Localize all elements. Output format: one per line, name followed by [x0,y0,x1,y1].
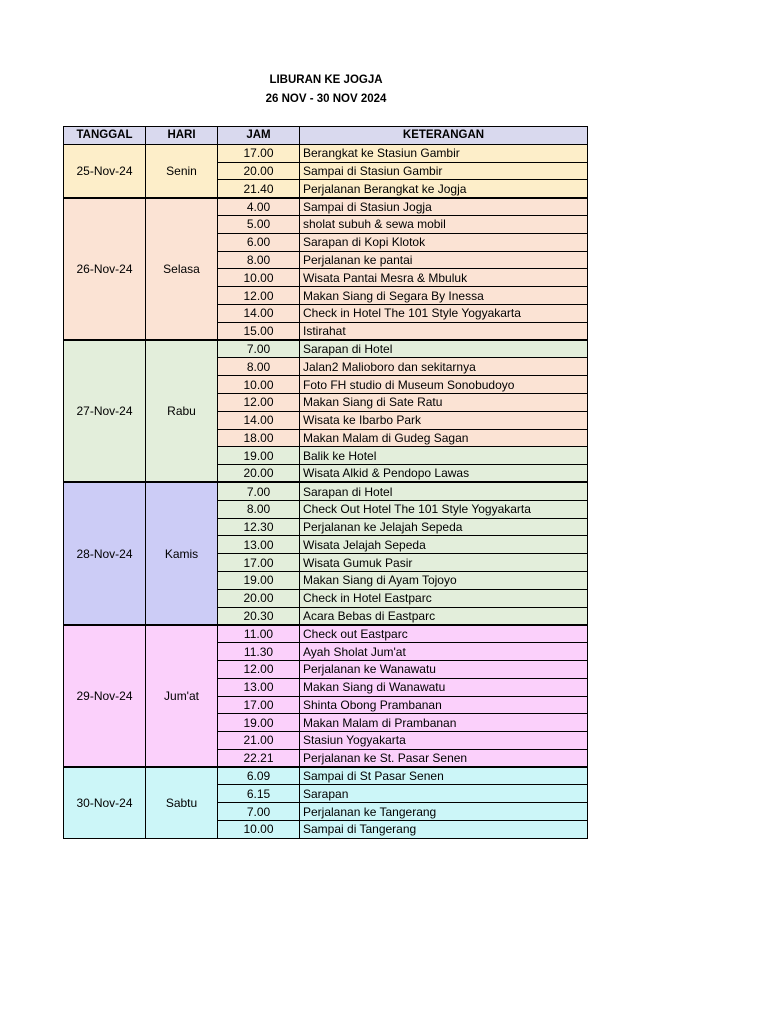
time-cell: 4.00 [218,198,300,216]
time-cell: 10.00 [218,376,300,394]
note-cell: Sampai di Tangerang [300,821,588,839]
day-cell: Rabu [146,340,218,482]
time-cell: 12.30 [218,518,300,536]
note-cell: Makan Siang di Sate Ratu [300,393,588,411]
note-cell: Perjalanan Berangkat ke Jogja [300,180,588,198]
note-cell: Sarapan di Hotel [300,340,588,358]
schedule-row [64,482,588,500]
page-title: LIBURAN KE JOGJA [269,74,383,86]
note-cell: Check out Eastparc [300,625,588,643]
note-cell: Shinta Obong Prambanan [300,696,588,714]
time-cell: 8.00 [218,500,300,518]
schedule-row [64,144,588,162]
note-cell: Sampai di St Pasar Senen [300,767,588,785]
day-cell: Senin [146,144,218,197]
time-cell: 11.30 [218,643,300,661]
time-cell: 8.00 [218,251,300,269]
header-row [64,127,588,145]
header-tanggal: TANGGAL [64,127,146,145]
schedule-row [64,625,588,643]
time-cell: 11.00 [218,625,300,643]
note-cell: Makan Malam di Prambanan [300,714,588,732]
time-cell: 8.00 [218,358,300,376]
date-cell: 29-Nov-24 [64,625,146,767]
note-cell: sholat subuh & sewa mobil [300,215,588,233]
day-cell: Sabtu [146,767,218,838]
date-cell: 28-Nov-24 [64,482,146,624]
time-cell: 18.00 [218,429,300,447]
time-cell: 6.00 [218,233,300,251]
time-cell: 20.00 [218,162,300,180]
schedule-table [63,126,588,839]
note-cell: Sarapan [300,785,588,803]
time-cell: 14.00 [218,304,300,322]
time-cell: 6.15 [218,785,300,803]
time-cell: 5.00 [218,215,300,233]
schedule-row [64,767,588,785]
time-cell: 22.21 [218,749,300,767]
note-cell: Wisata ke Ibarbo Park [300,411,588,429]
date-cell: 27-Nov-24 [64,340,146,482]
time-cell: 14.00 [218,411,300,429]
day-cell: Jum'at [146,625,218,767]
note-cell: Wisata Alkid & Pendopo Lawas [300,465,588,483]
time-cell: 20.30 [218,607,300,625]
time-cell: 19.00 [218,571,300,589]
note-cell: Wisata Jelajah Sepeda [300,536,588,554]
note-cell: Sarapan di Kopi Klotok [300,233,588,251]
note-cell: Foto FH studio di Museum Sonobudoyo [300,376,588,394]
time-cell: 17.00 [218,696,300,714]
time-cell: 21.40 [218,180,300,198]
note-cell: Berangkat ke Stasiun Gambir [300,144,588,162]
note-cell: Ayah Sholat Jum'at [300,643,588,661]
page-subtitle: 26 NOV - 30 NOV 2024 [265,93,387,105]
note-cell: Perjalanan ke Jelajah Sepeda [300,518,588,536]
note-cell: Check in Hotel Eastparc [300,589,588,607]
time-cell: 19.00 [218,447,300,465]
header-keterangan: KETERANGAN [300,127,588,145]
time-cell: 19.00 [218,714,300,732]
note-cell: Makan Siang di Segara By Inessa [300,287,588,305]
schedule-row [64,340,588,358]
note-cell: Check Out Hotel The 101 Style Yogyakarta [300,500,588,518]
time-cell: 20.00 [218,589,300,607]
note-cell: Acara Bebas di Eastparc [300,607,588,625]
note-cell: Check in Hotel The 101 Style Yogyakarta [300,304,588,322]
time-cell: 17.00 [218,144,300,162]
note-cell: Makan Siang di Ayam Tojoyo [300,571,588,589]
note-cell: Makan Siang di Wanawatu [300,678,588,696]
note-cell: Perjalanan ke St. Pasar Senen [300,749,588,767]
note-cell: Stasiun Yogyakarta [300,732,588,750]
date-cell: 30-Nov-24 [64,767,146,838]
time-cell: 13.00 [218,678,300,696]
note-cell: Makan Malam di Gudeg Sagan [300,429,588,447]
time-cell: 21.00 [218,732,300,750]
time-cell: 7.00 [218,803,300,821]
time-cell: 7.00 [218,340,300,358]
time-cell: 15.00 [218,322,300,340]
time-cell: 12.00 [218,393,300,411]
note-cell: Jalan2 Malioboro dan sekitarnya [300,358,588,376]
time-cell: 12.00 [218,287,300,305]
note-cell: Sampai di Stasiun Jogja [300,198,588,216]
time-cell: 20.00 [218,465,300,483]
note-cell: Sampai di Stasiun Gambir [300,162,588,180]
day-cell: Selasa [146,198,218,340]
note-cell: Sarapan di Hotel [300,482,588,500]
schedule-body [64,144,588,838]
time-cell: 10.00 [218,821,300,839]
time-cell: 12.00 [218,660,300,678]
date-cell: 26-Nov-24 [64,198,146,340]
header-jam: JAM [218,127,300,145]
time-cell: 6.09 [218,767,300,785]
time-cell: 13.00 [218,536,300,554]
note-cell: Perjalanan ke Wanawatu [300,660,588,678]
note-cell: Wisata Gumuk Pasir [300,554,588,572]
note-cell: Balik ke Hotel [300,447,588,465]
title-block [63,71,589,109]
header-hari: HARI [146,127,218,145]
time-cell: 7.00 [218,482,300,500]
date-cell: 25-Nov-24 [64,144,146,197]
schedule-row [64,198,588,216]
day-cell: Kamis [146,482,218,624]
note-cell: Wisata Pantai Mesra & Mbuluk [300,269,588,287]
time-cell: 10.00 [218,269,300,287]
note-cell: Istirahat [300,322,588,340]
note-cell: Perjalanan ke Tangerang [300,803,588,821]
time-cell: 17.00 [218,554,300,572]
note-cell: Perjalanan ke pantai [300,251,588,269]
